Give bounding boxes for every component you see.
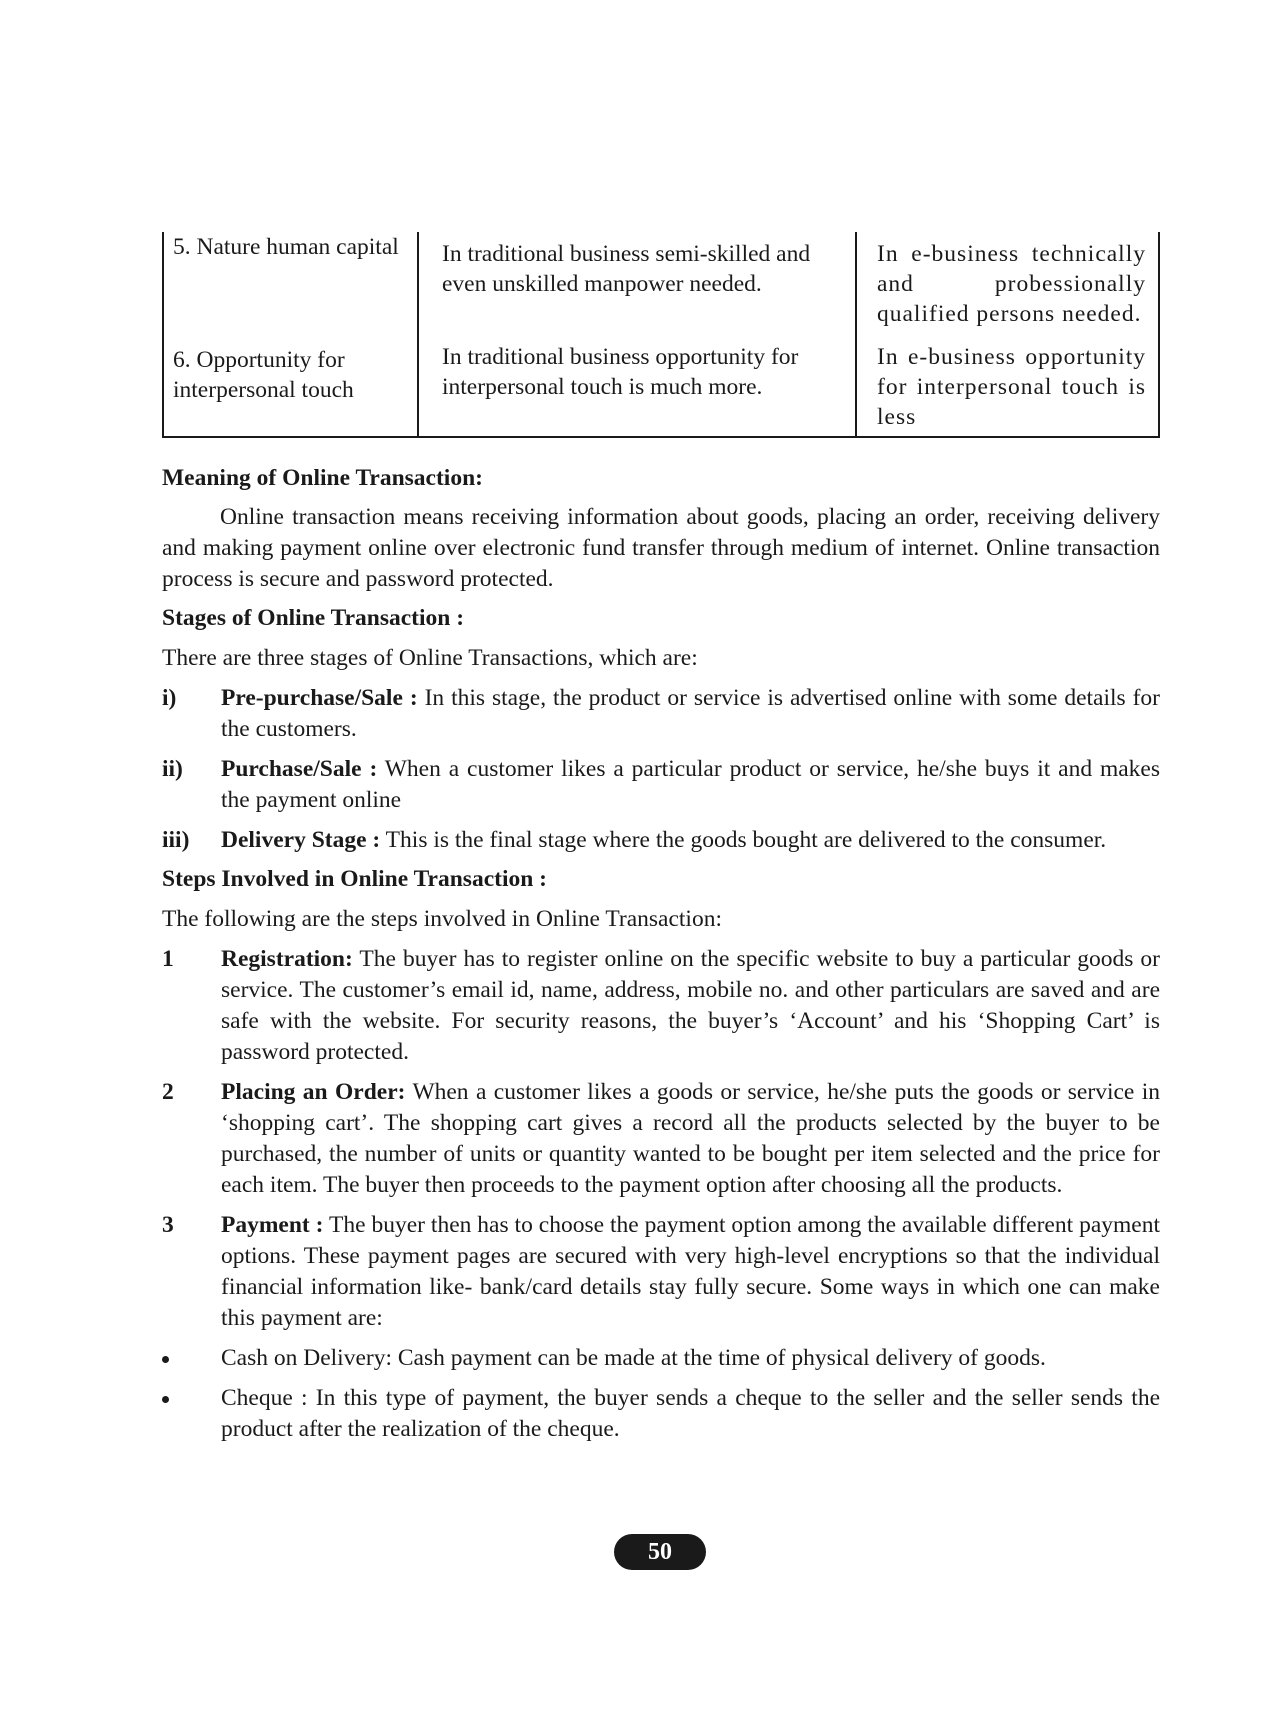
list-term: Payment :	[221, 1212, 324, 1238]
list-term: Registration:	[221, 946, 353, 972]
table-cell-aspect: 5. Nature human capital	[163, 232, 418, 332]
bullet-icon	[162, 1356, 169, 1363]
page-number: 50	[614, 1534, 706, 1570]
list-term: Delivery Stage :	[221, 827, 381, 853]
list-text: The buyer then has to choose the payment option among the available different payment options. These payment pages are secured with very high-level encryptions so that the individual financial information like- bank/card details stay fully secure. Some ways in which one can make this payment are:	[221, 1212, 1160, 1331]
table-row	[163, 332, 1159, 437]
bullet-text: Cheque : In this type of payment, the buyer sends a cheque to the seller and the seller sends the product after the realization of the cheque.	[221, 1385, 1160, 1442]
page-content	[162, 232, 1160, 1445]
list-item	[162, 944, 1160, 1068]
bullet-icon	[162, 1396, 169, 1403]
list-marker: ii)	[162, 756, 183, 782]
list-text: In this stage, the product or service is advertised online with some details for the customers.	[221, 685, 1160, 742]
stages-heading: Stages of Online Transaction :	[162, 605, 465, 631]
list-marker: iii)	[162, 827, 190, 853]
list-text: This is the final stage where the goods bought are delivered to the consumer.	[380, 827, 1107, 853]
comparison-table	[162, 232, 1160, 438]
meaning-paragraph: Online transaction means receiving information about goods, placing an order, receiving delivery and making payment online over electronic fund transfer through medium of internet. Online transaction process is secure and password protected.	[162, 504, 1160, 592]
list-marker: 3	[162, 1212, 174, 1238]
meaning-heading: Meaning of Online Transaction:	[162, 465, 483, 491]
table-cell-traditional: In traditional business opportunity for interpersonal touch is much more.	[418, 332, 856, 437]
table-cell-aspect: 6. Opportunity for interpersonal touch	[163, 332, 418, 437]
list-item	[162, 1210, 1160, 1334]
table-cell-ebusiness: In e-business opportunity for interpersonal touch is less	[856, 332, 1159, 437]
list-text: When a customer likes a particular product or service, he/she buys it and makes the payment online	[221, 756, 1160, 813]
list-marker: i)	[162, 685, 177, 711]
table-cell-traditional: In traditional business semi-skilled and even unskilled manpower needed.	[418, 232, 856, 332]
bullet-item	[162, 1343, 1160, 1374]
list-term: Purchase/Sale :	[221, 756, 378, 782]
list-term: Pre-purchase/Sale :	[221, 685, 418, 711]
list-term: Placing an Order:	[221, 1079, 406, 1105]
steps-intro: The following are the steps involved in Online Transaction:	[162, 906, 722, 932]
bullet-text: Cash on Delivery: Cash payment can be made at the time of physical delivery of goods.	[221, 1345, 1046, 1371]
table-cell-ebusiness: In e-business technically and probessionally qualified persons needed.	[856, 232, 1159, 332]
list-marker: 2	[162, 1079, 174, 1105]
list-text: When a customer likes a goods or service, he/she puts the goods or service in ‘shopping cart’. The shopping cart gives a record all the products selected by the buyer to be purchased, the number of units or quantity wanted to be bought per item selected and the price for each item. The buyer then proceeds to the payment option after choosing all the products.	[221, 1079, 1160, 1198]
list-item	[162, 1077, 1160, 1201]
list-text: The buyer has to register online on the specific website to buy a particular goods or service. The customer’s email id, name, address, mobile no. and other particulars are saved and are safe with the website. For security reasons, the buyer’s ‘Account’ and his ‘Shopping Cart’ is password protected.	[221, 946, 1160, 1065]
list-item	[162, 825, 1160, 856]
bullet-item	[162, 1383, 1160, 1445]
steps-heading: Steps Involved in Online Transaction :	[162, 866, 547, 892]
list-marker: 1	[162, 946, 174, 972]
table-row	[163, 232, 1159, 332]
list-item	[162, 754, 1160, 816]
stages-intro: There are three stages of Online Transactions, which are:	[162, 645, 698, 671]
list-item	[162, 683, 1160, 745]
